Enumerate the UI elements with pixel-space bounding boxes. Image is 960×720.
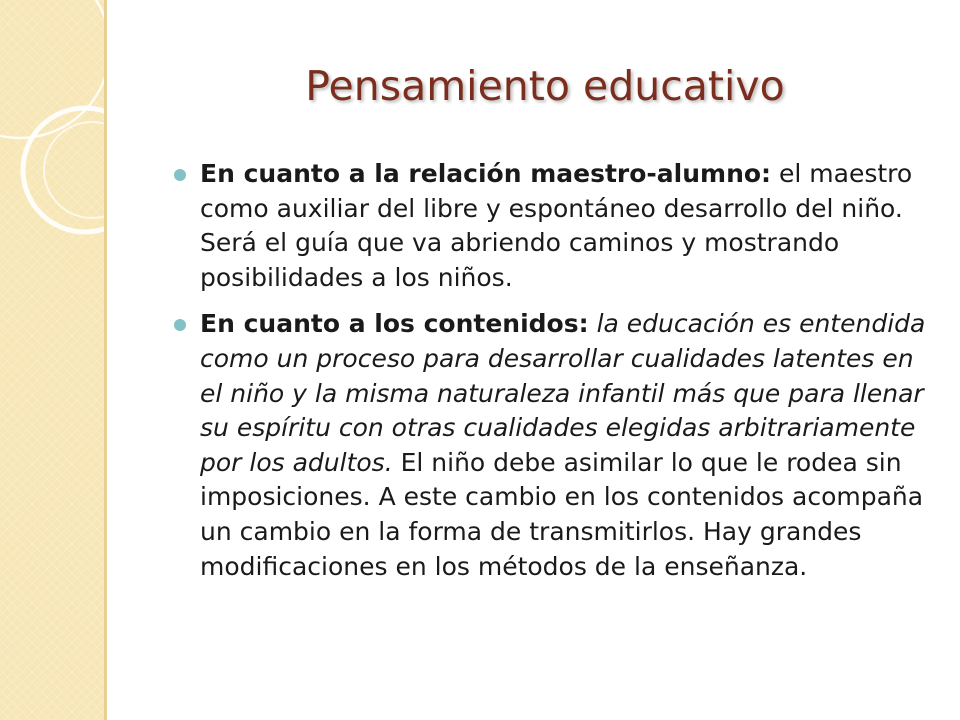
side-band-edge xyxy=(104,0,107,720)
bullet-list xyxy=(174,157,934,596)
bullet-italic-text: la educación es entendida como un proceso para desarrollar cualidades latentes en el niño y la misma naturaleza infantil más que para llenar su espíritu con otras cualidades elegidas arbitrariamente por los adultos. xyxy=(200,309,926,477)
bullet-dot-icon xyxy=(174,319,186,331)
slide-title: Pensamiento educativo xyxy=(305,62,785,110)
bullet-relacion-maestro-alumno xyxy=(174,157,934,295)
bullet-text: El niño debe asimilar lo que le rodea sin imposiciones. A este cambio en los contenidos acompaña un cambio en la forma de transmitirlos. Hay grandes modificaciones en los métodos de la enseñanza. xyxy=(200,447,924,581)
bullet-lead: En cuanto a los contenidos: xyxy=(200,309,589,339)
bullet-lead: En cuanto a la relación maestro-alumno: xyxy=(200,159,772,188)
decorative-side-band xyxy=(0,0,104,720)
decorative-circles xyxy=(0,0,104,720)
bullet-dot-icon xyxy=(174,169,186,181)
bullet-text: el maestro como auxiliar del libre y espontáneo desarrollo del niño. Será el guía que va abriendo caminos y mostrando posibilidades a los niños. xyxy=(200,159,913,292)
bullet-contenidos xyxy=(174,307,934,584)
